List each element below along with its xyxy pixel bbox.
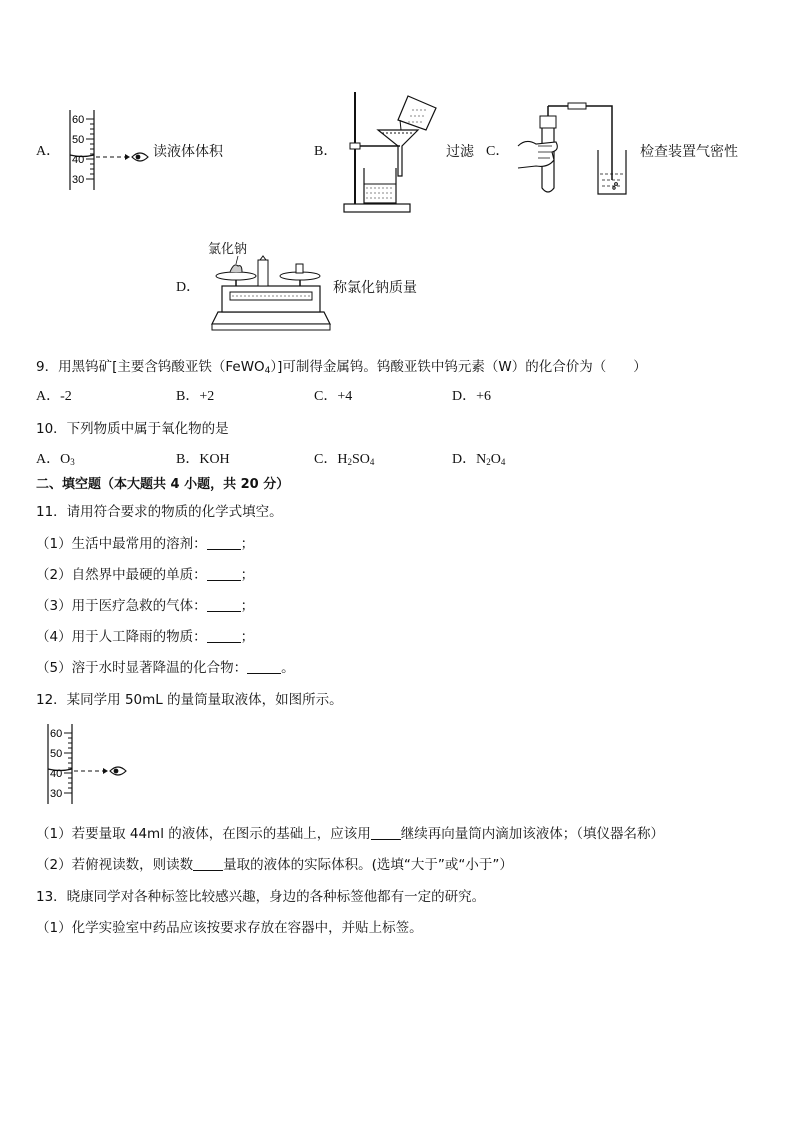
- q9-option-a: A．-2: [36, 389, 72, 404]
- q11-item-1: [36, 532, 254, 552]
- q12-part-2: [36, 853, 513, 873]
- q10-option-b: [176, 448, 230, 468]
- q11-item-3-text: （3）用于医疗急救的气体：: [36, 598, 207, 614]
- tick-label-60: 60: [72, 114, 85, 126]
- q11-item-5-text: （5）溶于水时显著降温的化合物：: [36, 660, 248, 676]
- q10-b-pre: B．KOH: [176, 452, 230, 467]
- answer-blank[interactable]: [207, 630, 241, 643]
- q11-item-2-text: （2）自然界中最硬的单质：: [36, 567, 207, 583]
- q9-stem-sub: 4: [264, 366, 271, 376]
- tick-label-50: 50: [72, 134, 85, 146]
- eye-icon: [132, 153, 148, 161]
- q11-item-4: [36, 625, 254, 645]
- question-10-stem: 10．下列物质中属于氧化物的是: [36, 421, 229, 437]
- eye-icon: [110, 767, 126, 775]
- q9-option-d: D．+6: [452, 389, 492, 404]
- airtightness-check-figure-c: [512, 100, 642, 200]
- tick-label-50: 50: [50, 748, 63, 760]
- q9-option-c: C．+4: [314, 389, 353, 404]
- answer-blank[interactable]: [207, 568, 241, 581]
- question-12-stem: 12．某同学用 50mL 的量筒量取液体，如图所示。: [36, 692, 343, 708]
- q9-option-b: B．+2: [176, 389, 215, 404]
- q9-stem-pre: 9．用黑钨矿[主要含钨酸亚铁（FeWO: [36, 359, 265, 375]
- q11-item-1-text: （1）生活中最常用的溶剂：: [36, 536, 207, 552]
- sodium-chloride-label: 氯化钠: [208, 242, 248, 257]
- q11-item-5-end: 。: [281, 660, 295, 676]
- tick-label-60: 60: [50, 728, 63, 740]
- graduated-cylinder-figure-a: [60, 108, 155, 193]
- option-c-caption: 检查装置气密性: [640, 144, 738, 160]
- q10-d-sub2: 4: [500, 457, 506, 467]
- q10-option-a: [36, 448, 75, 468]
- q11-item-4-text: （4）用于人工降雨的物质：: [36, 629, 207, 645]
- balance-scale-figure-d: [208, 256, 333, 332]
- answer-blank[interactable]: [371, 827, 401, 840]
- q10-a-sub: 3: [70, 457, 75, 467]
- graduated-cylinder-figure-q12: [38, 722, 133, 807]
- tick-label-40: 40: [72, 154, 85, 166]
- q11-item-5: [36, 656, 295, 676]
- option-d-letter: D．: [176, 280, 201, 295]
- tick-label-30: 30: [50, 788, 63, 800]
- option-b-letter: B．: [314, 144, 338, 159]
- q10-d-sub1: 2: [486, 457, 491, 467]
- answer-blank[interactable]: [193, 858, 223, 871]
- q12-p1-pre: （1）若要量取 44ml 的液体，在图示的基础上，应该用: [36, 826, 371, 842]
- option-a-letter: A．: [36, 144, 61, 159]
- q12-p1-post: 继续再向量筒内滴加该液体；（填仪器名称）: [400, 826, 665, 842]
- question-13-stem: 13．晓康同学对各种标签比较感兴趣，身边的各种标签他都有一定的研究。: [36, 889, 486, 905]
- section-2-title: 二、填空题（本大题共 4 小题，共 20 分）: [36, 477, 290, 492]
- q10-c-mid: SO: [351, 452, 370, 467]
- option-c-letter: C．: [486, 144, 510, 159]
- q9-stem-post: ）]可制得金属钨。钨酸亚铁中钨元素（W）的化合价为（ ）: [270, 359, 647, 375]
- answer-blank[interactable]: [207, 599, 241, 612]
- q11-item-3-end: ；: [240, 598, 255, 614]
- option-a-caption: 读液体体积: [153, 144, 223, 160]
- q10-c-sub1: 2: [347, 457, 352, 467]
- q10-d-mid: O: [490, 452, 501, 467]
- option-d-caption: 称氯化钠质量: [333, 280, 417, 296]
- q10-d-pre: D．N: [452, 452, 487, 467]
- answer-blank[interactable]: [207, 537, 241, 550]
- q12-p2-post: 量取的液体的实际体积。(选填“大于”或“小于”）: [223, 857, 513, 873]
- q11-item-3: [36, 594, 254, 614]
- option-b-caption: 过滤: [446, 144, 474, 160]
- q12-p2-pre: （2）若俯视读数，则读数: [36, 857, 194, 873]
- q10-c-pre: C．H: [314, 452, 348, 467]
- question-11-stem: 11．请用符合要求的物质的化学式填空。: [36, 504, 283, 520]
- question-9-stem: [36, 355, 647, 376]
- q11-item-4-end: ；: [240, 629, 255, 645]
- q10-option-c: [314, 448, 374, 468]
- q11-item-2-end: ；: [240, 567, 255, 583]
- q12-part-1: [36, 822, 664, 842]
- filtration-apparatus-figure-b: [338, 88, 448, 216]
- q10-a-pre: A．O: [36, 452, 71, 467]
- tick-label-30: 30: [72, 174, 85, 186]
- tick-label-40: 40: [50, 768, 63, 780]
- q11-item-1-end: ；: [240, 536, 255, 552]
- answer-blank[interactable]: [247, 661, 281, 674]
- q13-part-1: （1）化学实验室中药品应该按要求存放在容器中，并贴上标签。: [36, 920, 423, 936]
- q10-option-d: [452, 448, 505, 468]
- q10-c-sub2: 4: [369, 457, 375, 467]
- q11-item-2: [36, 563, 254, 583]
